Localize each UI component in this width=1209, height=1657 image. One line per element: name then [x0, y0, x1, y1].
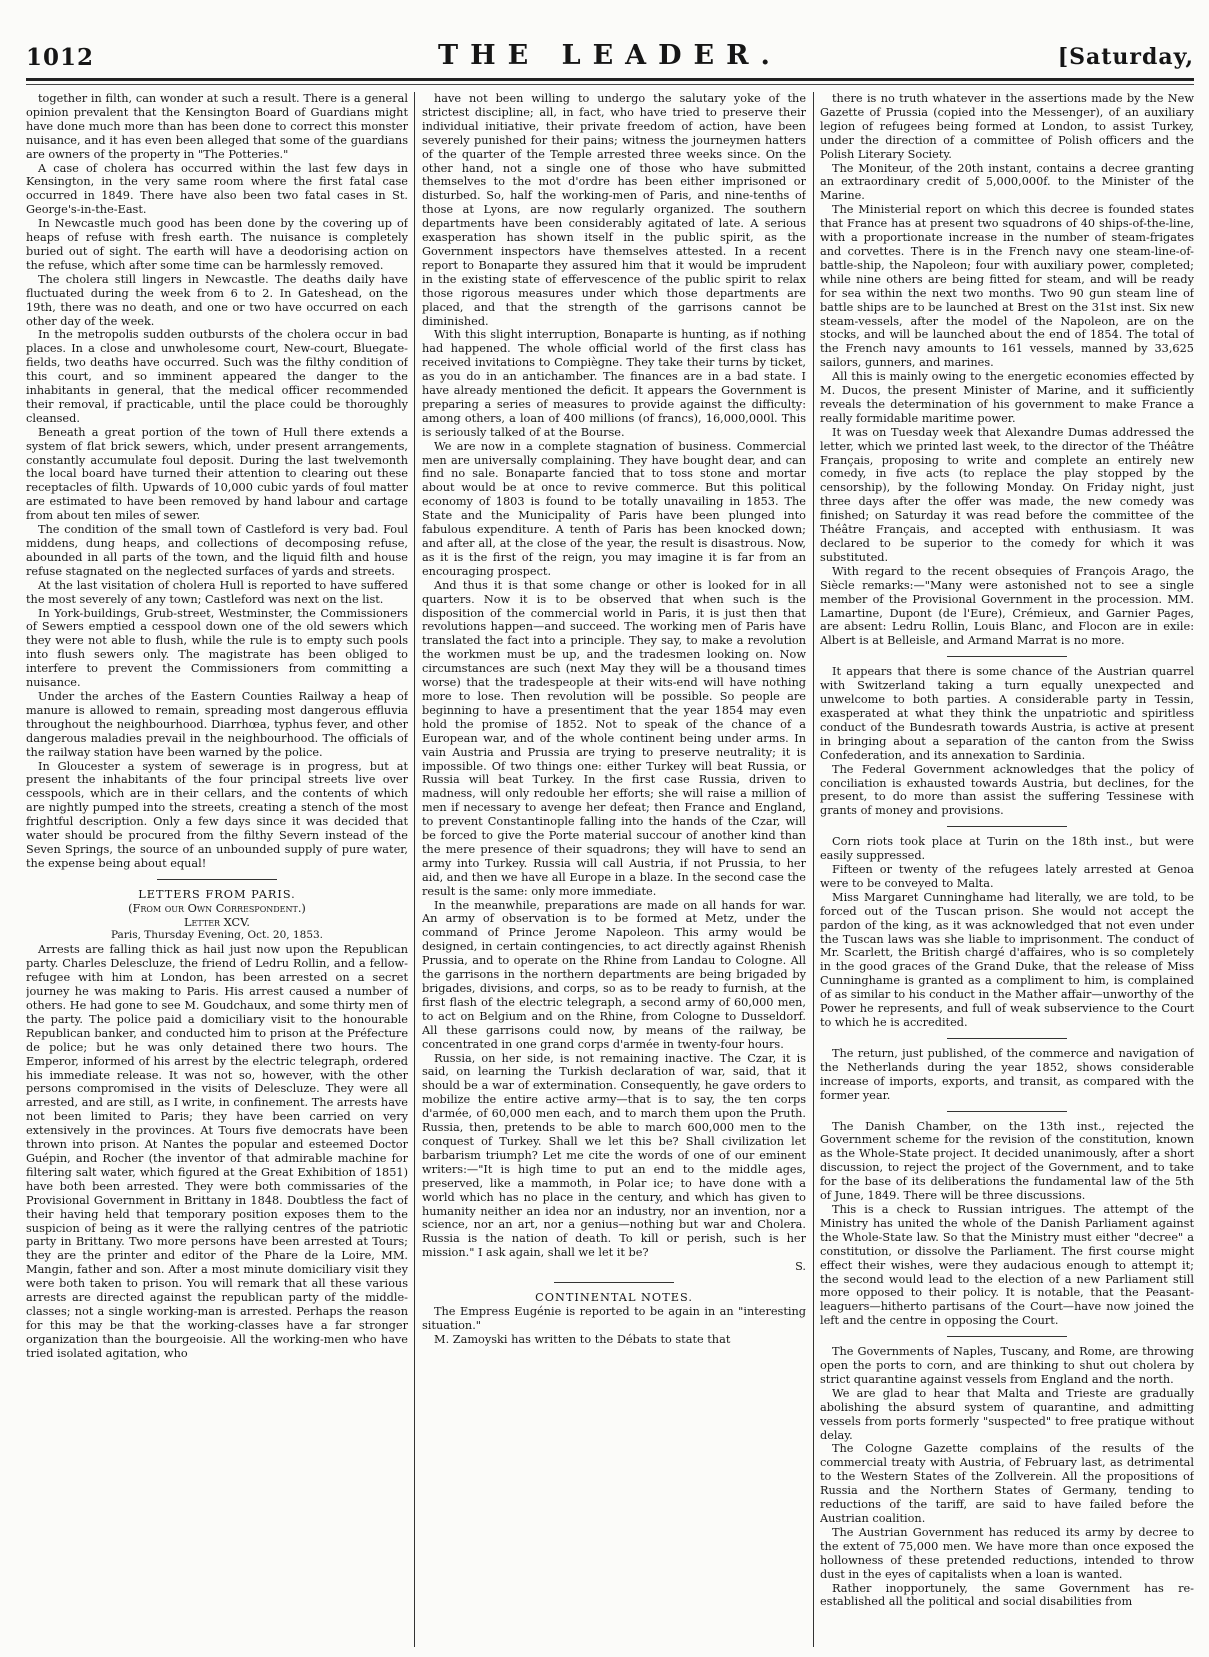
paragraph: Fifteen or twenty of the refugees lately arrested at Genoa were to be conveyed to Malta. [820, 863, 1194, 890]
paragraph: together in filth, can wonder at such a result. There is a general opinion prevalent that the Kensington Board of Guardians might have done much more than has been done to correct this monster nuisance, and it has even been alleged that some of the guardians are owners of the property in "The Potteries." [26, 92, 408, 161]
paragraph: Rather inopportunely, the same Government has re-established all the political and social disabilities from [820, 1581, 1194, 1609]
paragraph: The Governments of Naples, Tuscany, and Rome, are throwing open the ports to corn, and are thinking to shut out cholera by strict quarantine against vessels from England and the north. [820, 1345, 1194, 1386]
paragraph: With regard to the recent obsequies of François Arago, the Siècle remarks:—"Many were astonished not to see a single member of the Provisional Government in the procession. MM. Lamartine, Dupont (de l'Eure), Crémieux, and Garnier Pages, are absent: Ledru Rollin, Louis Blanc, and Flocon are in exile: Albert is at Belleisle, and Armand Marrat is no more. [820, 564, 1194, 648]
paragraph: The Danish Chamber, on the 13th inst., rejected the Government scheme for the revision of the constitution, known as the Whole-State project. It decided unanimously, after a short discussion, to reject the project of the Government, and to take for the base of its deliberations the fundamental law of the 5th of June, 1849. There will be three discussions. [820, 1119, 1194, 1203]
paragraph: The Moniteur, of the 20th instant, contains a decree granting an extraordinary credit of 5,000,000f. to the Minister of the Marine. [820, 161, 1194, 203]
header-rule-thin [26, 84, 1194, 85]
section-subheading: (From our Own Correspondent.) [128, 901, 306, 915]
page-number: 1012 [26, 44, 95, 71]
section-separator [157, 879, 277, 880]
paragraph: Corn riots took place at Turin on the 18th inst., but were easily suppressed. [820, 835, 1194, 863]
paragraph: The Empress Eugénie is reported to be again in an "interesting situation." [422, 1304, 806, 1332]
masthead-title: THE LEADER. [438, 40, 782, 71]
section-separator [947, 1111, 1067, 1112]
paragraph: Miss Margaret Cunninghame had literally, we are told, to be forced out of the Tuscan prison. She would not accept the pardon of the king, as it was acknowledged that not even under the Tuscan laws was she liable to imprisonment. The conduct of Mr. Scarlett, the British chargé d'affaires, who is so completely in the good graces of the Grand Duke, that the release of Miss Cunninghame is granted as a compliment to him, is complained of as similar to his conduct in the Mather affair—unworthy of the Power he represents, and full of weak subservience to the Court to which he is accredited. [820, 890, 1194, 1029]
paragraph: All this is mainly owing to the energetic economies effected by M. Ducos, the present Minister of Marine, and it sufficiently reveals the determination of his government to make France a really formidable maritime power. [820, 370, 1194, 425]
paragraph: In the metropolis sudden outbursts of the cholera occur in bad places. In a close and unwholesome court, New-court, Bluegate-fields, two deaths have occurred. Such was the filthy condition of this court, and so imminent appeared the danger to the inhabitants in general, that the medical officer recommended their removal, if practicable, until the place could be thoroughly cleansed. [26, 328, 408, 425]
letter-number: Letter XCV. [184, 915, 250, 929]
paragraph: In York-buildings, Grub-street, Westminster, the Commissioners of Sewers emptied a cesspool down one of the old sewers which they were not able to flush, while the rule is to empty such pools into flush sewers only. The magistrate has been obliged to interfere to prevent the Commissioners from committing a nuisance. [26, 606, 408, 690]
column-3 [820, 92, 1194, 1647]
paragraph: Russia, on her side, is not remaining inactive. The Czar, it is said, on learning the Turkish declaration of war, said, that it should be a war of extermination. Consequently, he gave orders to mobilize the entire active army—that is to say, the ten corps d'armée, of 60,000 men each, and to march them upon the Pruth. Russia, then, pretends to be able to march 600,000 men to the conquest of Turkey. Shall we let this be? Shall civilization let barbarism triumph? Let me cite the words of one of our eminent writers:—"It is high time to put an end to the middle ages, preserved, like a mammoth, in Polar ice; to have done with a world which has no place in the century, and which has given to humanity neither an idea nor an industry, nor an invention, nor a science, nor an art, nor a genius—nothing but war and Cholera. Russia is the nation of death. To kill or perish, such is her mission." I ask again, shall we let it be? [422, 1051, 806, 1260]
page-header [26, 30, 1194, 78]
column-1 [26, 92, 408, 1647]
section-separator [947, 1336, 1067, 1337]
paragraph: We are now in a complete stagnation of business. Commercial men are universally complaining. They have bought dear, and can find no sale. Bonaparte fancied that to toss stone and mortar about would be at once to revive commerce. But this political economy of 1803 is found to be totally unavailing in 1853. The State and the Municipality of Paris have been plunged into fabulous expenditure. A tenth of Paris has been knocked down; and after all, at the close of the year, the result is disastrous. Now, as it is the first of the reign, you may imagine it is far from an encouraging prospect. [422, 439, 806, 578]
section-separator [947, 656, 1067, 657]
column-2 [422, 92, 806, 1647]
paragraph: With this slight interruption, Bonaparte is hunting, as if nothing had happened. The whole official world of the first class has received invitations to Compiègne. They take their turns by ticket, as you do in an antichamber. The finances are in a bad state. I have already mentioned the deficit. It appears the Government is preparing a series of measures to provide against the difficulty: among others, a loan of 400 millions (of francs), 16,000,000l. This is seriously talked of at the Bourse. [422, 328, 806, 439]
paragraph: This is a check to Russian intrigues. The attempt of the Ministry has united the whole of the Danish Parliament against the Whole-State law. So that the Ministry must either "decree" a constitution, or dissolve the Parliament. The first course might effect their wishes, were they audacious enough to attempt it; the second would lead to the election of a new Parliament still more opposed to their policy. It is notable, that the Peasant-leaguers—hitherto partisans of the Court—have now joined the left and the centre in opposing the Court. [820, 1202, 1194, 1328]
column-divider [813, 92, 814, 1647]
section-heading: CONTINENTAL NOTES. [535, 1291, 693, 1305]
paragraph: The return, just published, of the commerce and navigation of the Netherlands during the year 1852, shows considerable increase of imports, exports, and transit, as compared with the former year. [820, 1046, 1194, 1102]
paragraph: there is no truth whatever in the assertions made by the New Gazette of Prussia (copied into the Messenger), of an auxiliary legion of refugees being formed at London, to assist Turkey, under the direction of a committee of Polish officers and the Polish Literary Society. [820, 92, 1194, 161]
paragraph: At the last visitation of cholera Hull is reported to have suffered the most severely of any town; Castleford was next on the list. [26, 578, 408, 606]
letter-dateline: Paris, Thursday Evening, Oct. 20, 1853. [110, 929, 324, 942]
signature: S. [795, 1260, 806, 1274]
paragraph: And thus it is that some change or other is looked for in all quarters. Now it is to be observed that when such is the disposition of the commercial world in Paris, it is just then that revolutions happen—and succeed. The working men of Paris have translated the fact into a principle. They say, to make a revolution the workmen must be up, and the tradesmen looking on. Now circumstances are such (next May they will be a thousand times worse) that the tradespeople at their wits-end will have nothing more to lose. Then revolution will be possible. So people are beginning to have a presentiment that the year 1854 may even hold the promise of 1852. Not to speak of the chance of a European war, and of the whole continent being under arms. In vain Austria and Prussia are trying to preserve neutrality; it is impossible. Of two things one: either Turkey will beat Russia, or Russia will beat Turkey. In the first case Russia, driven to madness, will only redouble her efforts; she will raise a million of men if necessary to avenge her defeat; then France and England, to prevent Constantinople falling into the hands of the Czar, will be forced to give the Porte material succour of another kind than the mere presence of their squadrons; they will have to send an army into Turkey. Russia will call Austria, if not Prussia, to her aid, and then we have all Europe in a blaze. In the second case the result is the same: only more immediate. [422, 578, 806, 898]
paragraph: In Gloucester a system of sewerage is in progress, but at present the inhabitants of the four principal streets live over cesspools, which are in their cellars, and the contents of which are nightly pumped into the streets, creating a stench of the most frightful description. Only a few days since it was decided that water should be procured from the filthy Severn instead of the Seven Springs, the source of an unbounded supply of pure water, the expense being about equal! [26, 759, 408, 870]
paragraph: The Federal Government acknowledges that the policy of conciliation is exhausted towards Austria, but declines, for the present, to do more than assist the suffering Tessinese with grants of money and provisions. [820, 762, 1194, 818]
paragraph: We are glad to hear that Malta and Trieste are gradually abolishing the absurd system of quarantine, and admitting vessels from ports formerly "suspected" to free pratique without delay. [820, 1386, 1194, 1442]
paragraph: Arrests are falling thick as hail just now upon the Republican party. Charles Delescluze, the friend of Ledru Rollin, and a fellow-refugee with him at London, has been arrested on a secret journey he was making to Paris. His arrest caused a number of others. He had gone to see M. Goudchaux, and some thirty men of the party. The police paid a domiciliary visit to the honourable Republican banker, and conducted him to prison at the Préfecture de police; but he was only detained there two hours. The Emperor, informed of his arrest by the electric telegraph, ordered his immediate release. It was not so, however, with the other persons compromised in the visits of Delescluze. They were all arrested, and are still, as I write, in confinement. The arrests have not been limited to Paris; they have been carried on very extensively in the provinces. At Tours five democrats have been thrown into prison. At Nantes the popular and esteemed Doctor Guépin, and Rocher (the inventor of that admirable machine for filtering salt water, which figured at the Great Exhibition of 1851) have both been arrested. They were both commissaries of the Provisional Government in Brittany in 1848. Doubtless the fact of their having held that temporary position exposes them to the suspicion of being as it were the rallying centres of the patriotic party in Brittany. Two more persons have been arrested at Tours; they are the printer and editor of the Phare de la Loire, MM. Mangin, father and son. After a most minute domiciliary visit they were both taken to prison. You will remark that all these various arrests are directed against the republican party of the middle-classes; not a single working-man is arrested. Perhaps the reason for this may be that the working-classes have a far stronger organization than the bourgeoisie. All the working-men who have tried isolated agitation, who [26, 943, 408, 1360]
paragraph: The Austrian Government has reduced its army by decree to the extent of 75,000 men. We have more than once exposed the hollowness of these pretended reductions, intended to throw dust in the eyes of capitalists when a loan is wanted. [820, 1525, 1194, 1581]
paragraph: Under the arches of the Eastern Counties Railway a heap of manure is allowed to remain, spreading most dangerous effluvia throughout the neighbourhood. Diarrhœa, typhus fever, and other dangerous maladies prevail in the neighbourhood. The officials of the railway station have been warned by the police. [26, 689, 408, 759]
section-separator [947, 1038, 1067, 1039]
paragraph: have not been willing to undergo the salutary yoke of the strictest discipline; all, in fact, who have tried to preserve their individual initiative, their private freedom of action, have been severely punished for their pains; witness the journeymen hatters of the quarter of the Temple arrested three weeks since. On the other hand, not a single one of those who have submitted themselves to the mot d'ordre has been either imprisoned or disturbed. So, half the working-men of Paris, and nine-tenths of those at Lyons, are now regularly organized. The southern departments have been considerably agitated of late. A serious exasperation has shown itself in the public spirit, as the Government inspectors have themselves attested. In a recent report to Bonaparte they assured him that it would be imprudent in the existing state of effervescence of the public spirit to relax those rigorous measures under which those departments are placed, and that the strength of the garrisons cannot be diminished. [422, 92, 806, 328]
section-separator [947, 826, 1067, 827]
paragraph: In Newcastle much good has been done by the covering up of heaps of refuse with fresh earth. The nuisance is completely buried out of sight. The earth will have a deodorising action on the refuse, which after some time can be harmlessly removed. [26, 217, 408, 272]
paragraph: The Ministerial report on which this decree is founded states that France has at present two squadrons of 40 ships-of-the-line, with a proportionate increase in the number of steam-frigates and corvettes. There is in the French navy one steam-line-of-battle-ship, the Napoleon; four with auxiliary power, completed; while nine others are being fitted for steam, and will be ready for sea within the next two months. Two 90 gun steam line of battle ships are to be launched at Brest on the 31st inst. Six new steam-vessels, after the model of the Napoleon, are on the stocks, and will be launched about the end of 1854. The total of the French navy amounts to 161 vessels, manned by 33,625 sailors, gunners, and marines. [820, 203, 1194, 370]
paragraph: The cholera still lingers in Newcastle. The deaths daily have fluctuated during the week from 6 to 2. In Gateshead, on the 19th, there was no death, and one or two have occurred on each other day of the week. [26, 272, 408, 328]
paragraph: The condition of the small town of Castleford is very bad. Foul middens, dung heaps, and collections of decomposing refuse, abounded in all parts of the town, and the liquid filth and house refuse stagnated on the neglected surfaces of yards and streets. [26, 523, 408, 578]
column-divider [414, 92, 415, 1647]
paragraph: In the meanwhile, preparations are made on all hands for war. An army of observation is to be formed at Metz, under the command of Prince Jerome Napoleon. This army would be designed, in certain contingencies, to act directly against Rhenish Prussia, and to operate on the Rhine from Landau to Cologne. All the garrisons in the northern departments are being brigaded by brigades, divisions, and corps, so as to be ready to furnish, at the first flash of the electric telegraph, a second army of 60,000 men, to act on Belgium and on the Rhine, from Cologne to Dusseldorf. All these garrisons could now, by means of the railway, be concentrated in one grand corps d'armée in twenty-four hours. [422, 898, 806, 1051]
paragraph: Beneath a great portion of the town of Hull there extends a system of flat brick sewers, which, under present arrangements, constantly accumulate foul deposit. During the last twelvemonth the local board have turned their attention to clearing out these receptacles of filth. Upwards of 10,000 cubic yards of foul matter are estimated to have been removed by hand labour and cartage from about ten miles of sewer. [26, 425, 408, 523]
section-heading: LETTERS FROM PARIS. [138, 887, 296, 901]
header-rule-thick [26, 78, 1194, 81]
paragraph: It appears that there is some chance of the Austrian quarrel with Switzerland taking a turn equally unexpected and unwelcome to both parties. A considerable party in Tessin, exasperated at what they think the unpatriotic and spiritless conduct of the Bundesrath towards Austria, is active at present in bringing about a separation of the canton from the Swiss Confederation, and its annexation to Sardinia. [820, 665, 1194, 762]
paragraph: M. Zamoyski has written to the Débats to state that [434, 1332, 731, 1346]
section-separator [554, 1282, 674, 1283]
issue-day: [Saturday, [1057, 44, 1194, 70]
paragraph: A case of cholera has occurred within the last few days in Kensington, in the very same room where the first fatal case occurred in 1849. There have also been two fatal cases in St. George's-in-the-East. [26, 161, 408, 217]
paragraph: The Cologne Gazette complains of the results of the commercial treaty with Austria, of February last, as detrimental to the Western States of the Zollverein. All the propositions of Russia and the Northern States of Germany, tending to reductions of the tariff, are said to have failed before the Austrian coalition. [820, 1442, 1194, 1525]
paragraph: It was on Tuesday week that Alexandre Dumas addressed the letter, which we printed last week, to the director of the Théâtre Français, proposing to write and complete an entirely new comedy, in five acts (to replace the play stopped by the censorship), by the following Monday. On Friday night, just three days after the offer was made, the new comedy was finished; on Saturday it was read before the committee of the Théâtre Français, and accepted with enthusiasm. It was declared to be superior to the comedy for which it was substituted. [820, 425, 1194, 564]
